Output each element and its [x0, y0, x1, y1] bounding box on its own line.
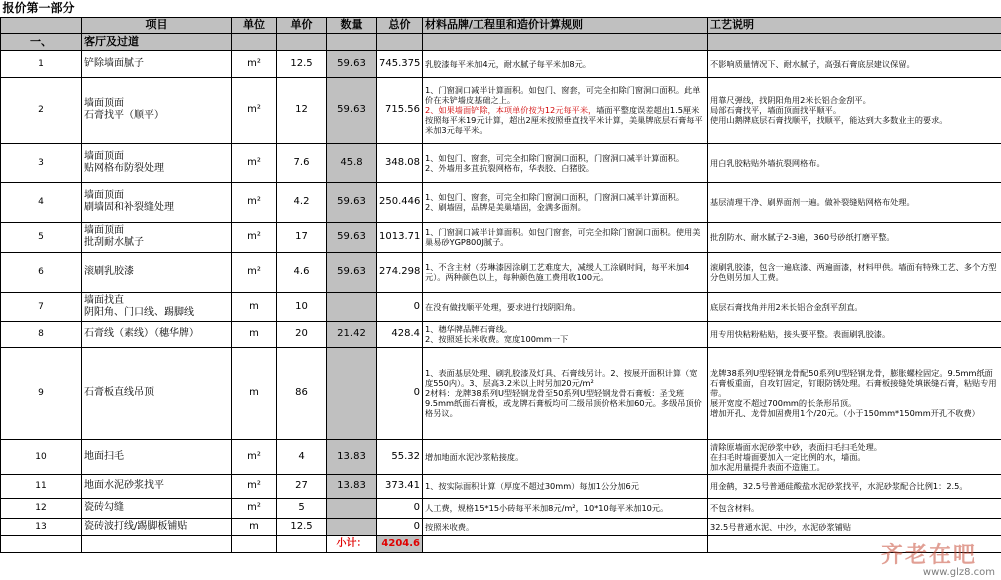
- item-spec: 乳胶漆每平米加4元，耐水腻子每平米加8元。: [423, 50, 708, 77]
- row-number: 8: [1, 321, 82, 347]
- item-name: 墙面顶面 批刮耐水腻子: [82, 222, 232, 252]
- item-spec: 1、如包门、窗套，可完全扣除门窗洞口面积，门窗洞口减半计算面积。 2、外墙用多苴抗裂网格布，华表胶、白猪胶。: [423, 143, 708, 182]
- item-name: 瓷砖勾缝: [82, 498, 232, 518]
- item-price: 20: [277, 321, 327, 347]
- item-total: 0: [377, 292, 423, 321]
- item-qty: 59.63: [327, 50, 377, 77]
- row-number: 11: [1, 474, 82, 498]
- item-unit: m: [232, 347, 277, 439]
- item-unit: m²: [232, 77, 277, 143]
- header-cell-qty: 数量: [327, 17, 377, 33]
- item-total: 428.4: [377, 321, 423, 347]
- item-price: 4: [277, 439, 327, 474]
- item-total: 55.32: [377, 439, 423, 474]
- empty-cell: [277, 535, 327, 552]
- table-row: [1, 292, 1001, 321]
- item-name: 瓷砖波打线/踢脚板铺贴: [82, 518, 232, 535]
- item-price: 12: [277, 77, 327, 143]
- spec-highlight: 2、如果墙面铲除，本项单价按为12元每平米，: [425, 105, 597, 115]
- item-price: 27: [277, 474, 327, 498]
- item-unit: m²: [232, 439, 277, 474]
- item-unit: m²: [232, 498, 277, 518]
- item-qty: [327, 292, 377, 321]
- table-row: [1, 518, 1001, 535]
- row-number: 13: [1, 518, 82, 535]
- item-name: 石膏板直线吊顶: [82, 347, 232, 439]
- item-qty: 59.63: [327, 252, 377, 292]
- item-spec: 1、不含主材（芬琳漆因涂刷工艺难度大，减缓人工涂刷时间，每平米加4元）。两种颜色以上，每种颜色施工费用收100元。: [423, 252, 708, 292]
- item-total: 373.41: [377, 474, 423, 498]
- item-unit: m²: [232, 474, 277, 498]
- item-craft: 不包含材料。: [708, 498, 1001, 518]
- item-total: 715.56: [377, 77, 423, 143]
- item-spec: 1、按实际面积计算（厚度不超过30mm）每加1公分加6元: [423, 474, 708, 498]
- item-name: 铲除墙面腻子: [82, 50, 232, 77]
- spec-text: 1、门窗洞口减半计算面积。如包门、窗套，可完全扣除门窗洞口面积。此单价在未铲墙皮基础之上。: [425, 85, 701, 105]
- item-qty: 59.63: [327, 222, 377, 252]
- section-index: 一、: [1, 33, 82, 50]
- header-cell-index: [1, 17, 82, 33]
- header-cell-craft: 工艺说明: [708, 17, 1001, 33]
- item-price: 5: [277, 498, 327, 518]
- item-unit: m: [232, 292, 277, 321]
- item-craft: 龙牌38系列U型轻钢龙骨配50系列U型轻钢龙骨，膨胀螺栓固定。9.5mm纸面石膏板重面，自攻钉固定，钉眼防锈处理。石膏板接缝处填嵌缝石膏，粘贴专用带。 展开宽度不超过700mm的长条形吊顶。 增加开孔、龙骨加固费用1个/20元。（小于150mm*150mm开孔不收费）: [708, 347, 1001, 439]
- item-spec: [423, 77, 708, 143]
- table-row: [1, 50, 1001, 77]
- item-qty: 45.8: [327, 143, 377, 182]
- item-spec: 1、如包门、窗套，可完全扣除门窗洞口面积，门窗洞口减半计算面积。 2、刷墙固，品牌是美巢墙固，金满多面剂。: [423, 182, 708, 222]
- row-number: 6: [1, 252, 82, 292]
- row-number: 4: [1, 182, 82, 222]
- item-unit: m²: [232, 182, 277, 222]
- item-qty: 59.63: [327, 77, 377, 143]
- item-spec: 人工费，规格15*15小砖每平米加8元/m²，10*10每平米加10元。: [423, 498, 708, 518]
- item-unit: m²: [232, 222, 277, 252]
- item-price: 86: [277, 347, 327, 439]
- item-price: 4.2: [277, 182, 327, 222]
- item-name: 墙面找直 阴阳角、门口线、踢脚线: [82, 292, 232, 321]
- item-spec: 1、门窗洞口减半计算面积。如包门窗套，可完全扣除门窗洞口面积。使用美巢易砂YGP800J腻子。: [423, 222, 708, 252]
- table-row: [1, 498, 1001, 518]
- subtotal-value: 4204.6: [377, 535, 423, 552]
- item-spec: 1、穗华牌品牌石膏线。 2、按照延长米收费。宽度100mm一下: [423, 321, 708, 347]
- table-row: [1, 439, 1001, 474]
- row-number: 10: [1, 439, 82, 474]
- item-qty: 13.83: [327, 439, 377, 474]
- item-craft: 用金鹤，32.5号普通硅酸盐水泥砂浆找平，水泥砂浆配合比例1：2.5。: [708, 474, 1001, 498]
- table-row: [1, 182, 1001, 222]
- empty-cell: [82, 535, 232, 552]
- item-spec: 增加地面水泥沙浆粘接度。: [423, 439, 708, 474]
- item-price: 17: [277, 222, 327, 252]
- item-craft: 滚刷乳胶漆，包含一遍底漆、两遍面漆，材料甲供。墙面有特殊工艺、多个方型分色则另加人工费。: [708, 252, 1001, 292]
- item-total: 0: [377, 498, 423, 518]
- table-row: [1, 321, 1001, 347]
- item-total: 348.08: [377, 143, 423, 182]
- header-row: [1, 17, 1001, 33]
- header-cell-unit: 单位: [232, 17, 277, 33]
- item-craft: 用白乳胶粘贴外墙抗裂网格布。: [708, 143, 1001, 182]
- table-row: [1, 252, 1001, 292]
- item-qty: 13.83: [327, 474, 377, 498]
- row-number: 5: [1, 222, 82, 252]
- table-row: [1, 474, 1001, 498]
- empty-cell: [708, 535, 1001, 552]
- item-craft: 批刮防水、耐水腻子2-3遍，360号砂纸打磨平整。: [708, 222, 1001, 252]
- item-craft: 用靠尺弹线，找阴阳角用2米长铝合金刮平。 局部石膏找平，墙面顶面找平顺平。 使用山鹅牌底层石膏找顺平，找顺平，能达到大多数业主的要求。: [708, 77, 1001, 143]
- table-row: [1, 143, 1001, 182]
- row-number: 3: [1, 143, 82, 182]
- item-unit: m²: [232, 50, 277, 77]
- item-name: 地面扫毛: [82, 439, 232, 474]
- item-total: 0: [377, 518, 423, 535]
- row-number: 7: [1, 292, 82, 321]
- item-spec: 在没有做找顺平处理，要求进行找阴阳角。: [423, 292, 708, 321]
- row-number: 1: [1, 50, 82, 77]
- table-row: [1, 347, 1001, 439]
- item-qty: [327, 518, 377, 535]
- item-unit: m²: [232, 143, 277, 182]
- item-qty: 59.63: [327, 182, 377, 222]
- header-cell-spec: 材料品牌/工程里和造价计算规则: [423, 17, 708, 33]
- item-total: 1013.71: [377, 222, 423, 252]
- row-number: 9: [1, 347, 82, 439]
- item-total: 250.446: [377, 182, 423, 222]
- item-spec: 按照米收费。: [423, 518, 708, 535]
- section-row: [1, 33, 1001, 50]
- item-craft: 清除原墙面水泥砂浆中砂，表面扫毛扫毛处理。 在扫毛时墙面要加入一定比例的水，墙面。 加水泥用量提升表面不造施工。: [708, 439, 1001, 474]
- item-spec: 1、表面基层处理、刷乳胶漆及灯具、石膏线另计。2、按展开面积计算（宽度550内）。3、层高3.2米以上时另加20元/m² 2材料：龙牌38系列U型轻钢龙骨至50系列U型轻钢龙骨石膏板：圣戈班9.5mm纸面石膏板，或龙牌石膏板均可二级吊顶价格米加60元。多级吊顶价格另议。: [423, 347, 708, 439]
- item-name: 石膏线（素线）（穗华牌）: [82, 321, 232, 347]
- item-qty: [327, 498, 377, 518]
- item-price: 7.6: [277, 143, 327, 182]
- row-number: 2: [1, 77, 82, 143]
- item-unit: m: [232, 321, 277, 347]
- section-name: 客厅及过道: [82, 33, 232, 50]
- table-row: [1, 77, 1001, 143]
- spec-text-continued: 墙面平整度误差超出1.5厘米按照每平米19元计算，超出2厘米按照垂直找平米计算，美巢牌底层石膏每平米加3元每平米。: [425, 105, 703, 135]
- item-price: 10: [277, 292, 327, 321]
- sheet-title: 报价第一部分: [1, 0, 1001, 17]
- item-craft: 用专用快粘粉粘贴，接头要平整。表面刷乳胶漆。: [708, 321, 1001, 347]
- item-total: 745.375: [377, 50, 423, 77]
- empty-cell: [232, 535, 277, 552]
- subtotal-row: [1, 535, 1001, 552]
- header-cell-total: 总价: [377, 17, 423, 33]
- item-qty: [327, 347, 377, 439]
- watermark-url: www.glz8.com: [922, 567, 995, 578]
- item-name: 地面水泥砂浆找平: [82, 474, 232, 498]
- item-name: 墙面顶面 贴网格布防裂处理: [82, 143, 232, 182]
- item-name: 滚刷乳胶漆: [82, 252, 232, 292]
- item-total: 274.298: [377, 252, 423, 292]
- item-craft: 基层清理干净、刷界面剂一遍。做补裂缝贴网格布处理。: [708, 182, 1001, 222]
- empty-cell: [1, 535, 82, 552]
- header-cell-item: 项目: [82, 17, 232, 33]
- empty-cell: [423, 535, 708, 552]
- subtotal-label: 小计：: [327, 535, 377, 552]
- item-craft: 32.5号普通水泥、中沙，水泥砂浆铺贴: [708, 518, 1001, 535]
- item-qty: 21.42: [327, 321, 377, 347]
- item-price: 4.6: [277, 252, 327, 292]
- header-cell-price: 单价: [277, 17, 327, 33]
- item-craft: 底层石膏找角并用2米长铝合金刮平刮直。: [708, 292, 1001, 321]
- item-total: 0: [377, 347, 423, 439]
- row-number: 12: [1, 498, 82, 518]
- item-name: 墙面顶面 刷墙固和补裂缝处理: [82, 182, 232, 222]
- item-craft: 不影响质量情况下、耐水腻子，高强石膏底层建议保留。: [708, 50, 1001, 77]
- item-price: 12.5: [277, 518, 327, 535]
- item-unit: m: [232, 518, 277, 535]
- table-row: [1, 222, 1001, 252]
- watermark-logo-text: 齐老在吧: [880, 543, 977, 568]
- item-price: 12.5: [277, 50, 327, 77]
- item-name: 墙面顶面 石膏找平（顺平）: [82, 77, 232, 143]
- item-unit: m²: [232, 252, 277, 292]
